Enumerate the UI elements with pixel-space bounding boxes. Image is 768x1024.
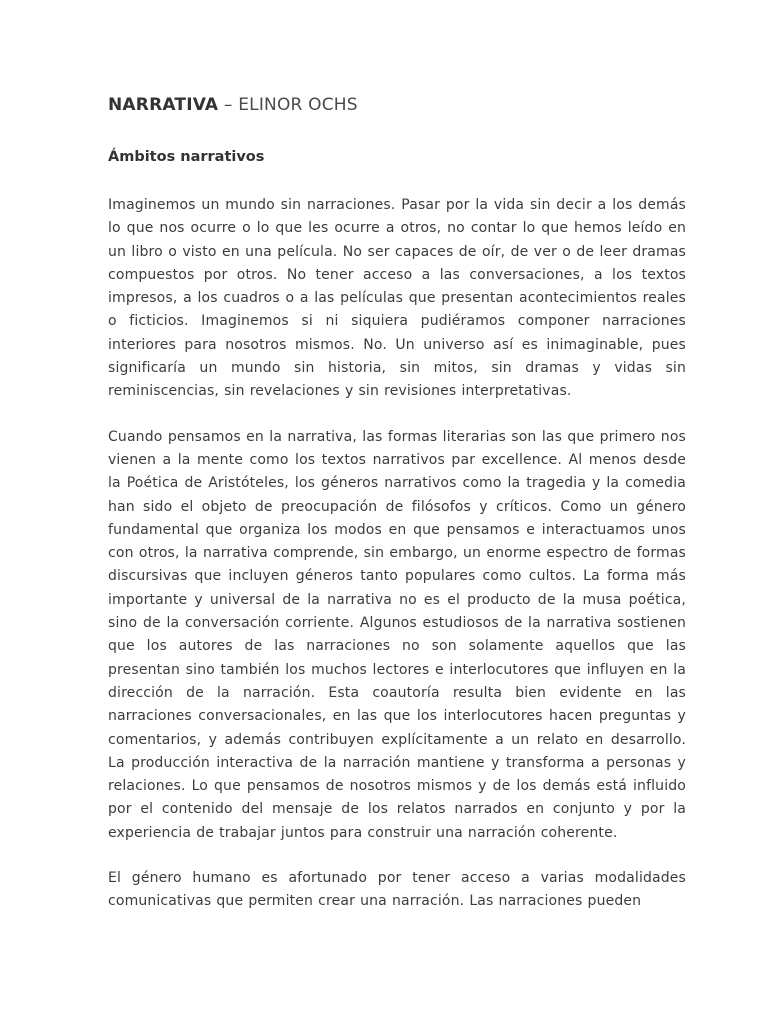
document-title (108, 92, 686, 118)
document-page (108, 92, 686, 936)
title-main: NARRATIVA (108, 95, 219, 115)
paragraph-3: El género humano es afortunado por tener acceso a varias modalidades comunicativas que permiten crear una narración. Las narraciones pueden (108, 870, 686, 910)
paragraph-1: Imaginemos un mundo sin narraciones. Pasar por la vida sin decir a los demás lo que nos ocurre o lo que les ocurre a otros, no contar lo que hemos leído en un libro o visto en una película. No ser capaces de oír, de ver o de leer dramas compuestos por otros. No tener acceso a las conversaciones, a los textos impresos, a los cuadros o a las películas que presentan acontecimientos reales o ficticios. Imaginemos si ni siquiera pudiéramos componer narraciones interiores para nosotros mismos. No. Un universo así es inimaginable, pues significaría un mundo sin historia, sin mitos, sin dramas y vidas sin reminiscencias, sin revelaciones y sin revisiones interpretativas. (108, 197, 686, 400)
title-separator: – (218, 95, 239, 115)
section-heading: Ámbitos narrativos (108, 149, 265, 165)
paragraph-2: Cuando pensamos en la narrativa, las formas literarias son las que primero nos vienen a la mente como los textos narrativos par excellence. Al menos desde la Poética de Aristóteles, los géneros narrativos como la tragedia y la comedia han sido el objeto de preocupación de filósofos y críticos. Como un género fundamental que organiza los modos en que pensamos e interactuamos unos con otros, la narrativa comprende, sin embargo, un enorme espectro de formas discursivas que incluyen géneros tanto populares como cultos. La forma más importante y universal de la narrativa no es el producto de la musa poética, sino de la conversación corriente. Algunos estudiosos de la narrativa sostienen que los autores de las narraciones no son solamente aquellos que las presentan sino también los muchos lectores e interlocutores que influyen en la dirección de la narración. Esta coautoría resulta bien evidente en las narraciones conversacionales, en las que los interlocutores hacen preguntas y comentarios, y además contribuyen explícitamente a un relato en desarrollo. La producción interactiva de la narración mantiene y transforma a personas y relaciones. Lo que pensamos de nosotros mismos y de los demás está influido por el contenido del mensaje de los relatos narrados en conjunto y por la experiencia de trabajar juntos para construir una narración coherente. (108, 428, 686, 841)
title-author: ELINOR OCHS (238, 95, 358, 115)
